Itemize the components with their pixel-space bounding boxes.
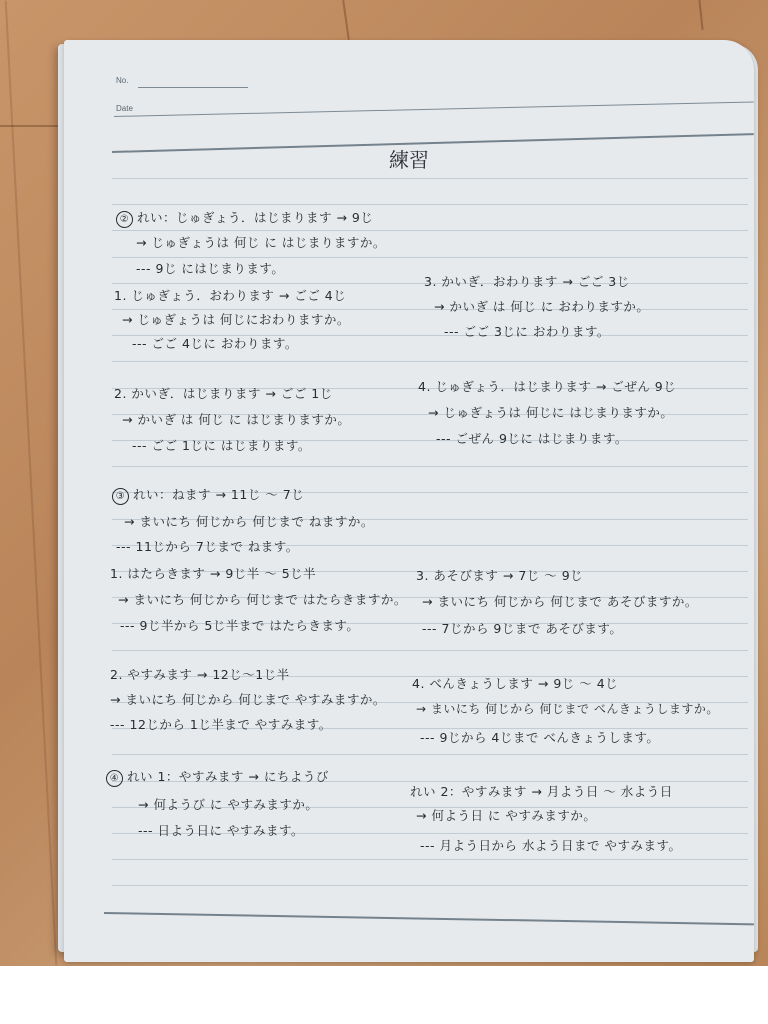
s2-item-4-line-3: --- ごぜん 9じに はじまります。 (436, 431, 628, 446)
date-line (114, 101, 754, 117)
s2-item-4-line-1: 4. じゅぎょう．はじまります → ごぜん 9じ (418, 379, 677, 394)
s3-item-2-line-2: → まいにち 何じから 何じまで やすみますか。 (110, 692, 386, 707)
s3-item-4-line-2: → まいにち 何じから 何じまで べんきょうしますか。 (416, 702, 719, 716)
section-4-right-line-1: れい 2：やすみます → 月よう日 ～ 水よう日 (410, 784, 673, 799)
s2-item-1-line-1: 1. じゅぎょう．おわります → ごご 4じ (114, 288, 347, 303)
floor-seam (698, 0, 703, 30)
floor-seam (5, 1, 58, 966)
floor-seam (0, 125, 60, 127)
section-3-example-line-2: → まいにち 何じから 何じまで ねますか。 (124, 514, 374, 529)
s3-item-2-line-1: 2. やすみます → 12じ～1じ半 (110, 667, 290, 682)
ruled-line (112, 257, 748, 258)
s3-item-3-line-1: 3. あそびます → 7じ ～ 9じ (416, 568, 584, 583)
section-4-left-line-3: --- 日よう日に やすみます。 (138, 823, 304, 838)
floor-seam (342, 0, 350, 40)
ruled-line (112, 204, 748, 205)
ruled-line (112, 754, 748, 755)
notebook-page (64, 40, 754, 962)
s2-item-2-line-3: --- ごご 1じに はじまります。 (132, 438, 311, 453)
white-margin (0, 966, 768, 1024)
s2-item-2-line-2: → かいぎ は 何じ に はじまりますか。 (122, 412, 351, 427)
section-number: ③ (112, 488, 129, 505)
section-number: ② (116, 211, 133, 228)
no-label: No. (116, 76, 129, 85)
s3-item-4-line-3: --- 9じから 4じまで べんきょうします。 (420, 730, 660, 745)
s3-item-1-line-3: --- 9じ半から 5じ半まで はたらきます。 (120, 618, 360, 633)
ruled-line (112, 230, 748, 231)
s2-item-4-line-2: → じゅぎょうは 何じに はじまりますか。 (428, 405, 674, 420)
ruled-line (112, 178, 748, 179)
ruled-line (112, 859, 748, 860)
section-number: ④ (106, 770, 123, 787)
s2-item-3-line-3: --- ごご 3じに おわります。 (444, 324, 610, 339)
ruled-line (112, 466, 748, 467)
s3-item-4-line-1: 4. べんきょうします → 9じ ～ 4じ (412, 676, 619, 691)
no-line (138, 87, 248, 88)
bottom-border-line (104, 912, 754, 925)
section-4-left-line-1: ④ れい 1：やすみます → にちようび (106, 767, 329, 787)
s2-item-3-line-1: 3. かいぎ．おわります → ごご 3じ (424, 274, 630, 289)
s2-item-1-line-3: --- ごご 4じに おわります。 (132, 336, 298, 351)
section-2-example-line-3: --- 9じ にはじまります。 (136, 261, 285, 276)
date-label: Date (116, 104, 133, 113)
s3-item-2-line-3: --- 12じから 1じ半まで やすみます。 (110, 717, 332, 732)
s2-item-1-line-2: → じゅぎょうは 何じにおわりますか。 (122, 312, 350, 327)
ruled-line (112, 650, 748, 651)
s3-item-1-line-2: → まいにち 何じから 何じまで はたらきますか。 (118, 592, 407, 607)
section-4-right-line-3: --- 月よう日から 水よう日まで やすみます。 (420, 838, 682, 853)
page-title: 練習 (389, 148, 429, 172)
s2-item-2-line-1: 2. かいぎ．はじまります → ごご 1じ (114, 386, 333, 401)
section-3-example-line-1: ③ れい：ねます → 11じ ～ 7じ (112, 485, 304, 505)
s2-item-3-line-2: → かいぎ は 何じ に おわりますか。 (434, 299, 650, 314)
section-2-example-line-1: ② れい：じゅぎょう．はじまります → 9じ (116, 208, 373, 228)
ruled-line (112, 361, 748, 362)
ruled-line (112, 885, 748, 886)
section-4-left-line-2: → 何ようび に やすみますか。 (138, 797, 319, 812)
s3-item-1-line-1: 1. はたらきます → 9じ半 ～ 5じ半 (110, 566, 317, 581)
section-2-example-line-2: → じゅぎょうは 何じ に はじまりますか。 (136, 235, 386, 250)
section-4-right-line-2: → 何よう日 に やすみますか。 (416, 808, 597, 823)
s3-item-3-line-2: → まいにち 何じから 何じまで あそびますか。 (422, 594, 698, 609)
s3-item-3-line-3: --- 7じから 9じまで あそびます。 (422, 621, 623, 636)
section-3-example-line-3: --- 11じから 7じまで ねます。 (116, 539, 299, 554)
